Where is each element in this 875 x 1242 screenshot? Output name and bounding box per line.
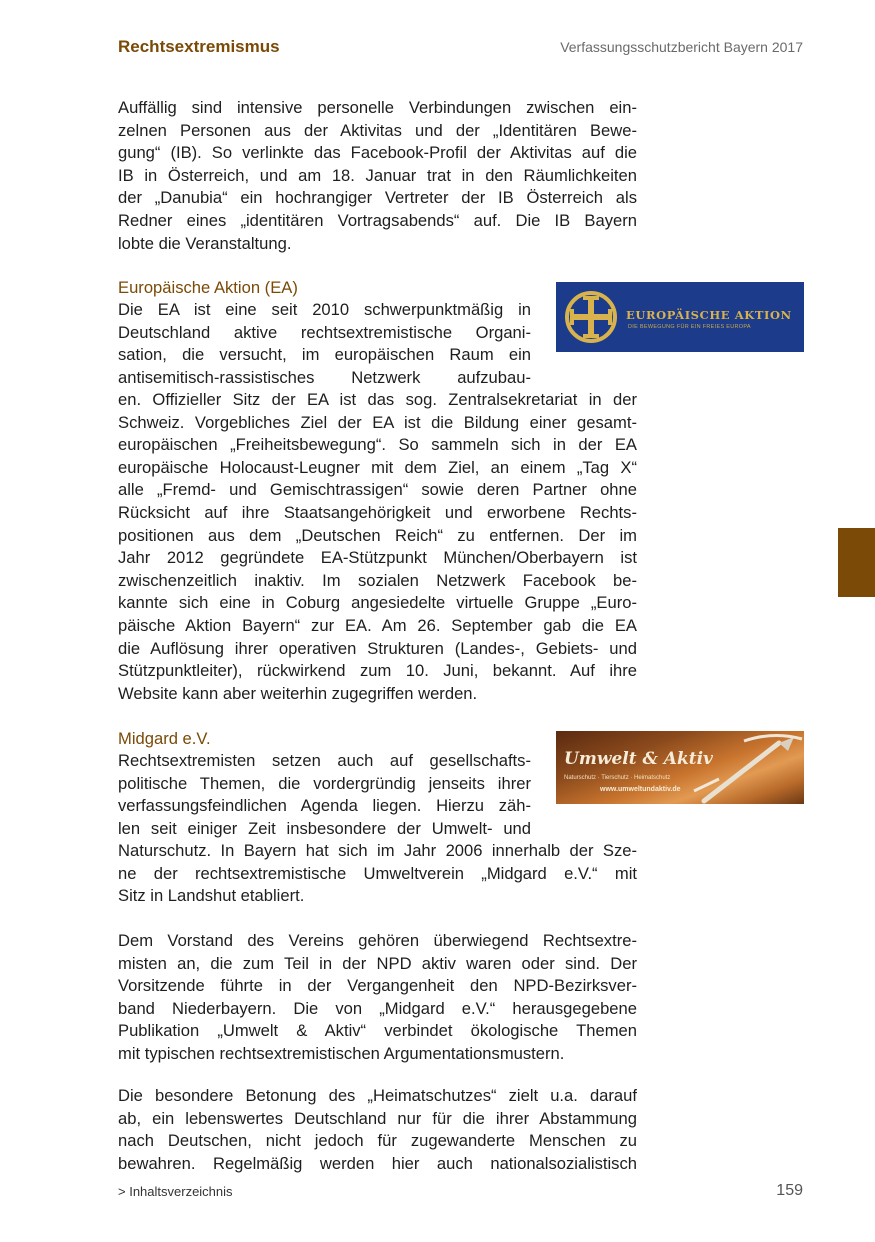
ea-logo-image (556, 282, 804, 352)
text-line: Schweiz. Vorgebliches Ziel der EA ist die Bildung einer gesamt- (118, 412, 637, 432)
midgard-heading: Midgard e.V. (118, 729, 211, 748)
text-line: misten an, die zum Teil in der NPD aktiv waren oder sind. Der (118, 953, 637, 973)
text-line: zwischenzeitlich inaktiv. Im sozialen Netzwerk Facebook be- (118, 570, 637, 590)
text-line: Rechtsextremisten setzen auch auf gesellschafts- (118, 751, 531, 770)
ea-heading: Europäische Aktion (EA) (118, 278, 298, 297)
midgard-paragraph-narrow (118, 750, 531, 840)
text-line: positionen aus dem „Deutschen Reich“ zu entfernen. Der im (118, 525, 637, 545)
page-number: 159 (776, 1182, 803, 1199)
toc-link[interactable]: > Inhaltsverzeichnis (118, 1184, 233, 1199)
text-line: Auffällig sind intensive personelle Verbindungen zwischen ein- (118, 98, 637, 117)
text-line: Die EA ist eine seit 2010 schwerpunktmäßig in (118, 300, 531, 319)
text-line: europäische Holocaust-Leugner mit dem Ziel, an einem „Tag X“ (118, 457, 637, 477)
ea-logo-title: EUROPÄISCHE AKTION (626, 308, 792, 322)
text-line: en. Offizieller Sitz der EA ist das sog. Zentralsekretariat in der (118, 390, 637, 409)
text-line: sation, die versucht, im europäischen Raum ein (118, 345, 531, 365)
text-line: gung“ (IB). So verlinkte das Facebook-Profil der Aktivitas auf die (118, 143, 637, 163)
text-line: band Niederbayern. Die von „Midgard e.V.“ herausgegebene (118, 998, 637, 1018)
ea-paragraph-wide (118, 389, 637, 705)
celtic-cross-icon (562, 288, 620, 346)
ea-logo-subtitle: DIE BEWEGUNG FÜR EIN FREIES EUROPA (628, 324, 751, 330)
umwelt-aktiv-title: Umwelt & Aktiv (564, 749, 713, 769)
chapter-tab-marker (838, 528, 875, 597)
text-line: europäischen „Freiheitsbewegung“. So sammeln sich in der EA (118, 435, 637, 455)
text-line: der „Danubia“ ein hochrangiger Vertreter der IB Österreich als (118, 188, 637, 208)
text-line: ne der rechtsextremistische Umweltverein „Midgard e.V.“ mit (118, 863, 637, 883)
text-line: politische Themen, die vordergründig jenseits ihrer (118, 773, 531, 793)
publication-title: Verfassungsschutzbericht Bayern 2017 (560, 39, 803, 55)
text-line: bewahren. Regelmäßig werden hier auch nationalsozialistisch (118, 1153, 637, 1173)
text-line: Publikation „Umwelt & Aktiv“ verbindet ökologische Themen (118, 1021, 637, 1041)
umwelt-aktiv-subtitle: Naturschutz · Tierschutz · Heimatschutz (564, 775, 671, 781)
text-line: Jahr 2012 gegründete EA-Stützpunkt München/Oberbayern ist (118, 548, 637, 568)
text-line: IB in Österreich, und am 18. Januar trat in den Räumlichkeiten (118, 165, 637, 185)
text-line: mit typischen rechtsextremistischen Argumentationsmustern. (118, 1043, 565, 1063)
text-line: lobte die Veranstaltung. (118, 233, 292, 253)
intro-paragraph (118, 97, 637, 255)
text-line: Vorsitzende führte in der Vergangenheit den NPD-Bezirksver- (118, 976, 637, 996)
text-line: Redner eines „identitären Vortragsabends“ auf. Die IB Bayern (118, 210, 637, 230)
text-line: zelnen Personen aus der Aktivitas und der „Identitären Bewe- (118, 120, 637, 140)
text-line: Die besondere Betonung des „Heimatschutzes“ zielt u.a. darauf (118, 1086, 637, 1105)
text-line: kannte sich eine in Coburg angesiedelte virtuelle Gruppe „Euro- (118, 593, 637, 613)
text-line: antisemitisch-rassistisches Netzwerk aufzubau- (118, 367, 531, 387)
section-title: Rechtsextremismus (118, 37, 280, 56)
text-line: Sitz in Landshut etabliert. (118, 886, 305, 906)
text-line: Website kann aber weiterhin zugegriffen werden. (118, 683, 478, 703)
text-line: alle „Fremd- und Gemischtrassigen“ sowie deren Partner ohne (118, 480, 637, 500)
text-line: Dem Vorstand des Vereins gehören überwiegend Rechtsextre- (118, 931, 637, 950)
umwelt-aktiv-url: www.umweltundaktiv.de (600, 786, 681, 793)
text-line: die Auflösung ihrer operativen Strukturen (Landes-, Gebiets- und (118, 638, 637, 658)
text-line: Deutschland aktive rechtsextremistische Organi- (118, 322, 531, 342)
text-line: ab, ein lebenswertes Deutschland nur für die ihrer Abstammung (118, 1108, 637, 1128)
text-line: Naturschutz. In Bayern hat sich im Jahr 2006 innerhalb der Sze- (118, 841, 637, 860)
umwelt-aktiv-image (556, 731, 804, 804)
text-line: nach Deutschen, nicht jedoch für zugewanderte Menschen zu (118, 1131, 637, 1151)
midgard-paragraph-3 (118, 1085, 637, 1175)
text-line: Rücksicht auf ihre Staatsangehörigkeit und erworbene Rechts- (118, 502, 637, 522)
midgard-paragraph-wide (118, 840, 637, 908)
ea-paragraph-narrow (118, 299, 531, 389)
text-line: len seit einiger Zeit insbesondere der Umwelt- und (118, 818, 531, 838)
text-line: päische Aktion Bayern“ zur EA. Am 26. September gab die EA (118, 615, 637, 635)
midgard-paragraph-2 (118, 930, 637, 1066)
text-line: verfassungsfeindlichen Agenda liegen. Hierzu zäh- (118, 796, 531, 816)
text-line: Stützpunktleiter), rückwirkend zum 10. Juni, bekannt. Auf ihre (118, 661, 637, 681)
